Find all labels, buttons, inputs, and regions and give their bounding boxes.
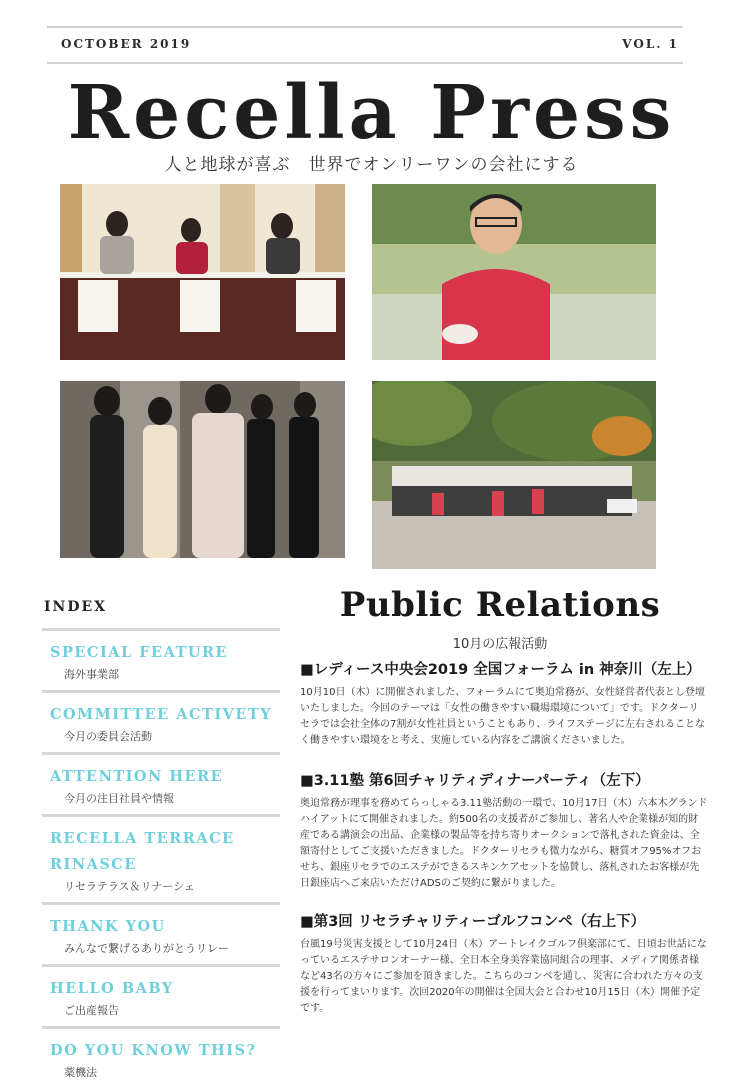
index-item-subtitle: 今月の注目社員や情報 — [64, 792, 174, 805]
header-bar — [47, 26, 683, 64]
index-item-do-you-know-this[interactable] — [42, 1026, 280, 1088]
index-item-heading: ATTENTION HERE — [50, 768, 224, 785]
index-item-heading: THANK YOU — [50, 918, 166, 935]
index-item-attention-here[interactable] — [42, 752, 280, 814]
forum-panel-photo — [60, 184, 345, 360]
index-item-subtitle: ご出産報告 — [64, 1004, 119, 1017]
article-forum — [300, 660, 708, 749]
index-item-subtitle: リセラテラス＆リナーシェ — [64, 880, 195, 893]
section-title: Public Relations — [339, 585, 661, 625]
index-list — [42, 628, 280, 1088]
index-item-heading: COMMITTEE ACTIVETY — [50, 706, 273, 723]
index-item-thank-you[interactable] — [42, 902, 280, 964]
tagline: 人と地球が喜ぶ 世界でオンリーワンの会社にする — [164, 155, 579, 175]
speaker-portrait-photo — [372, 184, 656, 360]
index-item-subtitle: みんなで繋げるありがとうリレー — [64, 942, 229, 955]
index-item-recella-terrace[interactable] — [42, 814, 280, 902]
article-heading: ■レディース中央会2019 全国フォーラム in 神奈川（左上） — [300, 662, 701, 678]
index-item-special-feature[interactable] — [42, 628, 280, 690]
article-heading: ■3.11塾 第6回チャリティディナーパーティ（左下） — [300, 773, 650, 789]
issue-volume: VOL. 1 — [622, 37, 679, 51]
masthead-title: Recella Press — [67, 70, 676, 156]
index-item-heading: HELLO BABY — [50, 980, 174, 997]
index-item-subtitle: 海外事業部 — [64, 668, 119, 681]
section-subtitle: 10月の広報活動 — [452, 637, 548, 652]
article-body: 台風19号災害支援として10月24日（木）アートレイクゴルフ倶楽部にて、日頃お世話になっているエステサロンオーナー様、全日本全身美容業協同組合の理事、メディア関係者様など43名の方々にご参加を頂きました。こちらのコンペを通し、災害に合われた方々の支援を行ってまいります。次回2020年の開催は全国大会と合わせ10月15日（木）開催予定です。 — [300, 939, 707, 1014]
article-charity-dinner — [300, 771, 708, 892]
article-golf-competition — [300, 912, 708, 1017]
index-item-heading: DO YOU KNOW THIS? — [50, 1042, 257, 1059]
index-item-committee-activity[interactable] — [42, 690, 280, 752]
issue-date: OCTOBER 2019 — [61, 37, 192, 51]
dinner-party-photo — [60, 381, 345, 558]
article-body: 奥迫常務が理事を務めてらっしゃる3.11塾活動の一環で、10月17日（木）六本木グランドハイアットにて開催されました。約500名の支援者がご参加し、著名人や企業様が知的財産である講演会の出品、企業様の製品等を持ち寄りオークションで落札された資金は、全額寄付としてご支援いただきました。ドクターリセラも微力ながら、糖質オフ95%オフおせち、銀座リセラでのエステができるスキンケアセットを協賛し、落札されたお客様が先日銀座店へご来店いただけADSのご契約に繋がりました。 — [300, 798, 708, 889]
index-item-heading: RECELLA TERRACE RINASCE — [50, 830, 235, 873]
index-item-hello-baby[interactable] — [42, 964, 280, 1026]
article-heading: ■第3回 リセラチャリティーゴルフコンペ（右上下） — [300, 914, 646, 930]
index-item-heading: SPECIAL FEATURE — [50, 644, 229, 661]
index-item-subtitle: 今月の委員会活動 — [64, 730, 152, 743]
golf-group-photo — [372, 381, 656, 569]
index-title: INDEX — [44, 599, 108, 615]
article-body: 10月10日（木）に開催されました、フォーラムにて奥迫常務が、女性経営者代表とし登壇いたしました。今回のテーマは「女性の働きやすい職場環境について」です。ドクターリセラでは会社全体の7割が女性社員ということもあり、ライフステージに左右されることなく働きやすい環境をと考え、実施している内容をご講演くださいました。 — [300, 687, 705, 746]
index-item-subtitle: 薬機法 — [64, 1066, 97, 1079]
